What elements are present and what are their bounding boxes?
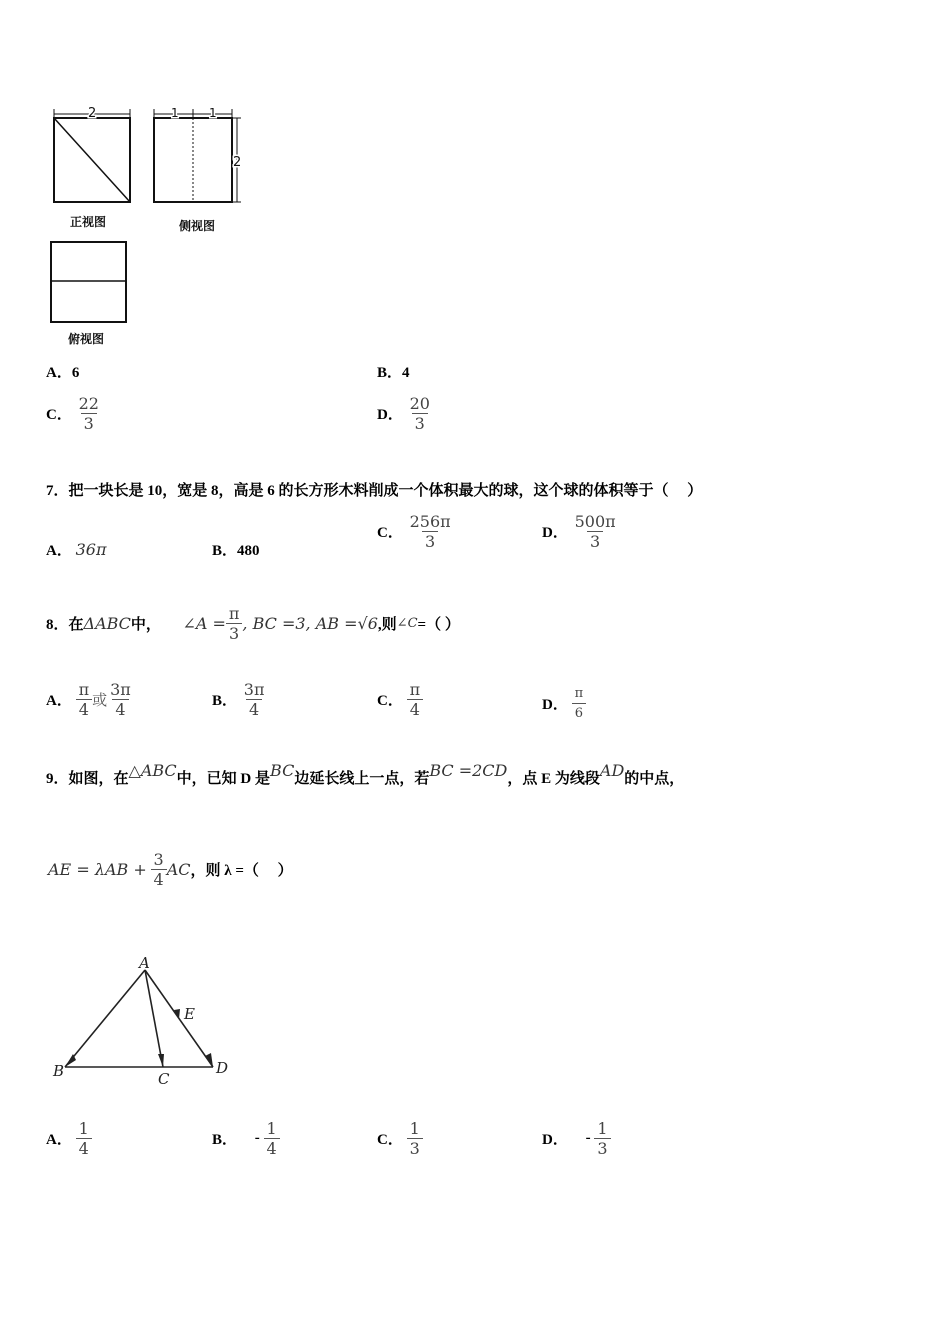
minus-sign: -: [254, 1130, 260, 1146]
option-letter: A．: [46, 543, 72, 559]
q9-mid2: 边延长线上一点，若: [294, 771, 430, 787]
option-letter: B．: [212, 543, 238, 559]
q6-option-b[interactable]: [377, 361, 410, 382]
triangle-abc: ΔABC: [83, 614, 131, 633]
front-view: [54, 109, 130, 202]
q8-mid: 中，: [130, 617, 161, 633]
q8-option-a[interactable]: [46, 680, 134, 719]
fraction: $\frac{1}{4}$: [76, 1119, 92, 1158]
option-letter: A．: [46, 1132, 72, 1148]
option-letter: B．: [212, 693, 238, 709]
fraction: $\frac{\pi}{4}$: [76, 680, 93, 719]
q7-option-a[interactable]: [46, 539, 106, 560]
segment-ac: [145, 970, 163, 1067]
option-letter: D．: [542, 697, 568, 713]
option-value: 6: [71, 365, 80, 381]
top-view-label: 俯视图: [68, 332, 105, 346]
fraction: $\frac{20}{3}$: [409, 394, 430, 433]
triangle-figure: [45, 950, 245, 1090]
fraction: $\frac{3\pi}{4}$: [110, 680, 131, 719]
bc-eq-2cd: BC =2CD: [429, 761, 508, 780]
q8-option-c[interactable]: [377, 680, 423, 719]
arrowhead-c: [158, 1054, 164, 1067]
q6-option-d[interactable]: [377, 394, 433, 433]
option-letter: D．: [377, 407, 403, 423]
fraction: $\frac{3}{4}$: [151, 850, 167, 889]
fraction: $\frac{\pi}{4}$: [407, 680, 424, 719]
q7-option-b[interactable]: [212, 539, 260, 560]
q8-end: =（ ）: [417, 617, 460, 633]
option-letter: C．: [46, 407, 72, 423]
fraction: $\frac{1}{3}$: [407, 1119, 423, 1158]
angle-c: ∠C: [396, 616, 418, 631]
fraction: $\frac{3\pi}{4}$: [243, 680, 265, 719]
fraction: $\frac{256\pi}{3}$: [409, 512, 451, 551]
option-letter: A．: [46, 365, 72, 381]
fraction: $\frac{500\pi}{3}$: [574, 512, 616, 551]
option-letter: D．: [542, 1132, 568, 1148]
or-text: 或: [92, 693, 108, 709]
q7-option-d[interactable]: [542, 512, 619, 551]
side-view-label: 侧视图: [179, 219, 216, 233]
fraction: $\frac{\pi}{6}$: [572, 684, 587, 723]
q7-option-c[interactable]: [377, 512, 454, 551]
option-letter: B．: [212, 1132, 238, 1148]
three-view-figure: [40, 100, 260, 350]
vector-ac: AC: [166, 860, 191, 879]
front-dim-label: 2: [88, 106, 97, 121]
segment-ab: [65, 970, 145, 1067]
q9-option-b[interactable]: [212, 1119, 280, 1158]
side-dim-b: 1: [209, 106, 217, 120]
q9-option-d[interactable]: [542, 1119, 611, 1158]
point-e-label: E: [184, 1005, 195, 1023]
top-view: [51, 242, 126, 322]
q9-line2-end: ，则 λ =（ ）: [190, 863, 293, 879]
q9-stem-line1: [46, 761, 685, 788]
option-letter: A．: [46, 693, 72, 709]
option-letter: C．: [377, 525, 403, 541]
fraction: $\frac{22}{3}$: [78, 394, 99, 433]
front-view-label: 正视图: [70, 215, 107, 229]
q9-end: 的中点，: [624, 771, 685, 787]
point-a-label: A: [139, 954, 150, 972]
q9-mid3: ，点 E 为线段: [507, 771, 600, 787]
cond-rest: , BC =3, AB =√6: [242, 614, 378, 633]
arrowhead-d: [205, 1053, 213, 1067]
minus-sign: -: [585, 1130, 591, 1146]
q6-option-c[interactable]: [46, 394, 102, 433]
side-dim-h: 2: [233, 155, 242, 170]
option-value: 4: [402, 365, 410, 381]
side-dim-a: 1: [171, 106, 179, 120]
option-letter: C．: [377, 1132, 403, 1148]
fraction: $\frac{1}{3}$: [594, 1119, 610, 1158]
point-c-label: C: [158, 1070, 170, 1088]
segment-bc: BC: [270, 761, 295, 780]
fraction: $\frac{\pi}{3}$: [226, 604, 243, 643]
q8-stem: [46, 604, 460, 643]
option-value: 36π: [75, 540, 107, 559]
option-letter: D．: [542, 525, 568, 541]
q6-option-a[interactable]: [46, 361, 79, 382]
q9-option-a[interactable]: [46, 1119, 92, 1158]
q8-prefix: 8．在: [46, 617, 84, 633]
segment-ad: AD: [599, 761, 625, 780]
fraction: $\frac{1}{4}$: [264, 1119, 280, 1158]
option-letter: C．: [377, 693, 403, 709]
point-b-label: B: [53, 1062, 65, 1080]
vector-eq: AE = λAB +: [48, 860, 147, 879]
q9-stem-line2: [48, 850, 293, 889]
q8-option-d[interactable]: [542, 684, 586, 723]
q7-stem: 7．把一块长是 10，宽是 8，高是 6 的长方形木料削成一个体积最大的球，这个球的体积等于（ ）: [46, 483, 703, 499]
q8-then: ,则: [377, 617, 397, 633]
cond-angle: ∠A =: [182, 614, 226, 633]
option-value: 480: [237, 543, 260, 559]
triangle-abc: △ABC: [128, 761, 177, 780]
option-letter: B．: [377, 365, 403, 381]
q8-option-b[interactable]: [212, 680, 267, 719]
side-view: [154, 109, 241, 202]
q9-option-c[interactable]: [377, 1119, 423, 1158]
q9-mid: 中，已知 D 是: [176, 771, 271, 787]
point-d-label: D: [216, 1059, 229, 1077]
q9-prefix: 9．如图，在: [46, 771, 129, 787]
